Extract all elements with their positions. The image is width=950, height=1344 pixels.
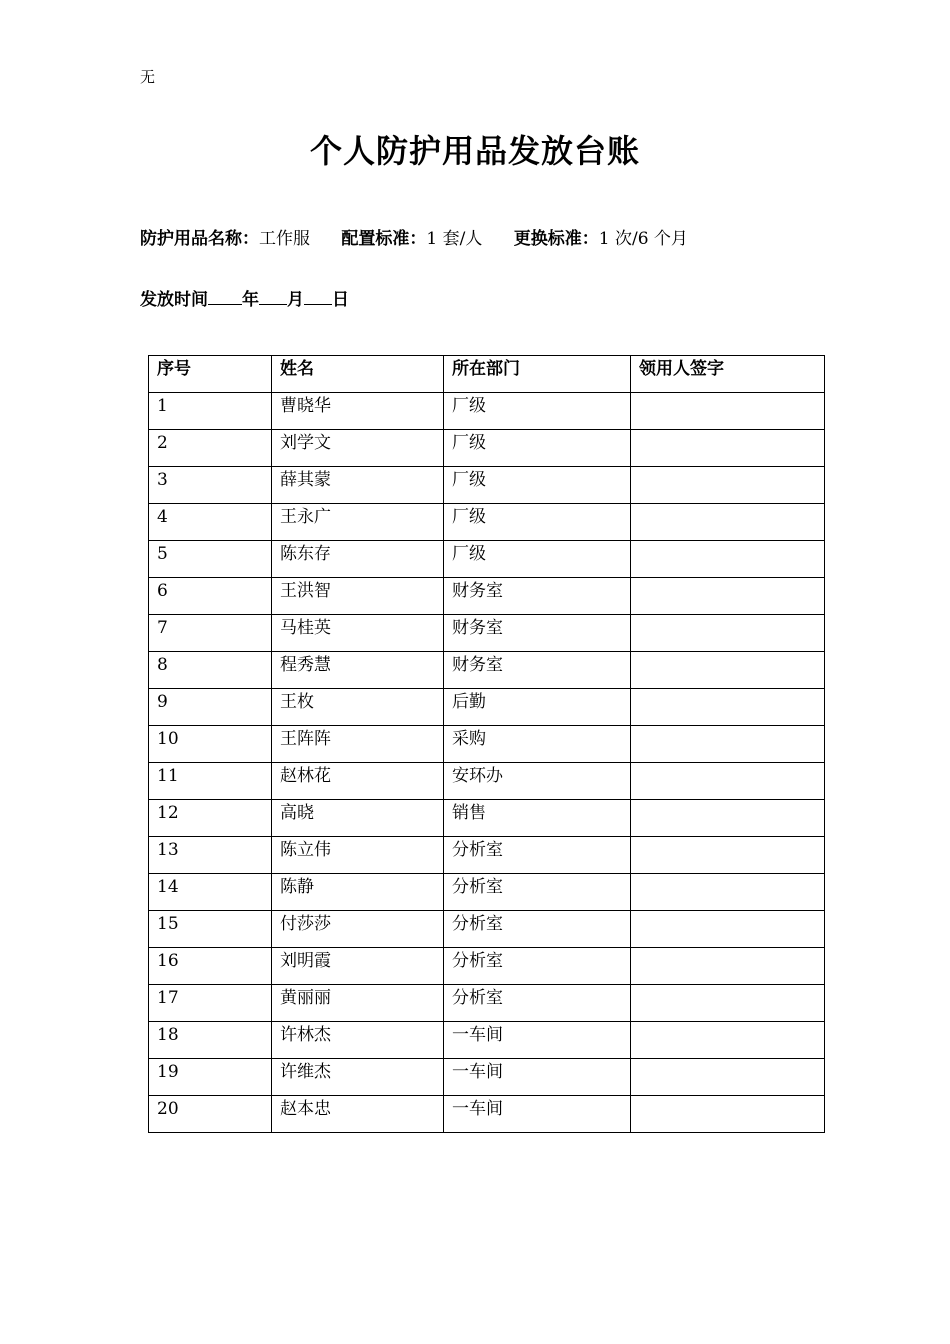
- month-blank: [259, 290, 287, 305]
- cell-serial: 20: [149, 1096, 272, 1133]
- cell-department: 一车间: [444, 1096, 631, 1133]
- issue-date-line: [140, 285, 349, 310]
- cell-name: 王枚: [272, 689, 444, 726]
- header-serial: 序号: [149, 356, 272, 393]
- item-info-line: [140, 224, 714, 249]
- cell-signature[interactable]: [631, 1096, 825, 1133]
- cell-department: 分析室: [444, 985, 631, 1022]
- cell-department: 财务室: [444, 615, 631, 652]
- cell-department: 财务室: [444, 578, 631, 615]
- page-title: 个人防护用品发放台账: [309, 132, 640, 170]
- replace-standard-value: 1 次/6 个月: [598, 229, 688, 249]
- cell-signature[interactable]: [631, 874, 825, 911]
- cell-signature[interactable]: [631, 1022, 825, 1059]
- cell-name: 赵本忠: [272, 1096, 444, 1133]
- cell-name: 陈立伟: [272, 837, 444, 874]
- cell-serial: 4: [149, 504, 272, 541]
- cell-name: 曹晓华: [272, 393, 444, 430]
- cell-department: 厂级: [444, 430, 631, 467]
- cell-department: 一车间: [444, 1022, 631, 1059]
- header-department: 所在部门: [444, 356, 631, 393]
- cell-serial: 3: [149, 467, 272, 504]
- cell-serial: 11: [149, 763, 272, 800]
- item-name-value: 工作服: [259, 229, 310, 249]
- cell-signature[interactable]: [631, 652, 825, 689]
- header-signature: 领用人签字: [631, 356, 825, 393]
- cell-signature[interactable]: [631, 504, 825, 541]
- cell-serial: 10: [149, 726, 272, 763]
- cell-department: 分析室: [444, 948, 631, 985]
- cell-department: 一车间: [444, 1059, 631, 1096]
- table-row: [149, 615, 825, 652]
- cell-name: 刘学文: [272, 430, 444, 467]
- day-blank: [304, 290, 332, 305]
- cell-name: 王阵阵: [272, 726, 444, 763]
- issue-date-label: 发放时间: [140, 290, 208, 310]
- cell-name: 许维杰: [272, 1059, 444, 1096]
- cell-serial: 18: [149, 1022, 272, 1059]
- cell-serial: 14: [149, 874, 272, 911]
- cell-name: 赵林花: [272, 763, 444, 800]
- cell-department: 财务室: [444, 652, 631, 689]
- cell-serial: 7: [149, 615, 272, 652]
- table-row: [149, 430, 825, 467]
- table-row: [149, 948, 825, 985]
- table-row: [149, 541, 825, 578]
- table-row: [149, 467, 825, 504]
- cell-signature[interactable]: [631, 763, 825, 800]
- cell-name: 陈东存: [272, 541, 444, 578]
- cell-serial: 8: [149, 652, 272, 689]
- config-standard-value: 1 套/人: [426, 229, 483, 249]
- cell-department: 厂级: [444, 541, 631, 578]
- table-row: [149, 985, 825, 1022]
- cell-name: 许林杰: [272, 1022, 444, 1059]
- cell-department: 分析室: [444, 911, 631, 948]
- cell-serial: 9: [149, 689, 272, 726]
- cell-signature[interactable]: [631, 911, 825, 948]
- cell-name: 马桂英: [272, 615, 444, 652]
- table-row: [149, 1059, 825, 1096]
- cell-serial: 16: [149, 948, 272, 985]
- table-row: [149, 504, 825, 541]
- table-row: [149, 393, 825, 430]
- cell-signature[interactable]: [631, 689, 825, 726]
- cell-name: 王洪智: [272, 578, 444, 615]
- cell-department: 分析室: [444, 837, 631, 874]
- table-row: [149, 1096, 825, 1133]
- config-standard-label: 配置标准：: [341, 229, 427, 249]
- table-row: [149, 726, 825, 763]
- cell-department: 采购: [444, 726, 631, 763]
- table-row: [149, 1022, 825, 1059]
- cell-signature[interactable]: [631, 948, 825, 985]
- cell-signature[interactable]: [631, 1059, 825, 1096]
- cell-signature[interactable]: [631, 393, 825, 430]
- month-label: 月: [287, 290, 304, 310]
- cell-serial: 19: [149, 1059, 272, 1096]
- table-row: [149, 837, 825, 874]
- cell-name: 刘明霞: [272, 948, 444, 985]
- cell-name: 薛其蒙: [272, 467, 444, 504]
- cell-serial: 6: [149, 578, 272, 615]
- cell-signature[interactable]: [631, 726, 825, 763]
- cell-department: 分析室: [444, 874, 631, 911]
- cell-department: 销售: [444, 800, 631, 837]
- cell-serial: 13: [149, 837, 272, 874]
- cell-name: 高晓: [272, 800, 444, 837]
- cell-signature[interactable]: [631, 615, 825, 652]
- cell-serial: 12: [149, 800, 272, 837]
- table-row: [149, 689, 825, 726]
- header-name: 姓名: [272, 356, 444, 393]
- table-row: [149, 763, 825, 800]
- cell-signature[interactable]: [631, 430, 825, 467]
- table-body: [149, 393, 825, 1133]
- year-label: 年: [242, 290, 259, 310]
- table-header-row: [149, 356, 825, 393]
- table-row: [149, 800, 825, 837]
- header-note: 无: [140, 68, 156, 86]
- cell-signature[interactable]: [631, 541, 825, 578]
- cell-department: 厂级: [444, 467, 631, 504]
- cell-department: 安环办: [444, 763, 631, 800]
- cell-signature[interactable]: [631, 800, 825, 837]
- cell-department: 后勤: [444, 689, 631, 726]
- item-name-label: 防护用品名称：: [140, 229, 259, 249]
- table-row: [149, 652, 825, 689]
- day-label: 日: [332, 290, 349, 310]
- table-row: [149, 578, 825, 615]
- distribution-ledger-table: [148, 355, 825, 1133]
- replace-standard-label: 更换标准：: [513, 229, 599, 249]
- cell-name: 王永广: [272, 504, 444, 541]
- cell-serial: 1: [149, 393, 272, 430]
- cell-name: 程秀慧: [272, 652, 444, 689]
- year-blank: [208, 290, 242, 305]
- table-row: [149, 911, 825, 948]
- cell-name: 陈静: [272, 874, 444, 911]
- cell-serial: 2: [149, 430, 272, 467]
- cell-name: 付莎莎: [272, 911, 444, 948]
- config-standard-group: [341, 224, 482, 249]
- cell-signature[interactable]: [631, 837, 825, 874]
- cell-signature[interactable]: [631, 578, 825, 615]
- replace-standard-group: [514, 224, 688, 249]
- cell-serial: 5: [149, 541, 272, 578]
- cell-serial: 15: [149, 911, 272, 948]
- cell-department: 厂级: [444, 504, 631, 541]
- cell-serial: 17: [149, 985, 272, 1022]
- table-row: [149, 874, 825, 911]
- cell-signature[interactable]: [631, 985, 825, 1022]
- cell-department: 厂级: [444, 393, 631, 430]
- cell-name: 黄丽丽: [272, 985, 444, 1022]
- item-name-group: [140, 224, 310, 249]
- cell-signature[interactable]: [631, 467, 825, 504]
